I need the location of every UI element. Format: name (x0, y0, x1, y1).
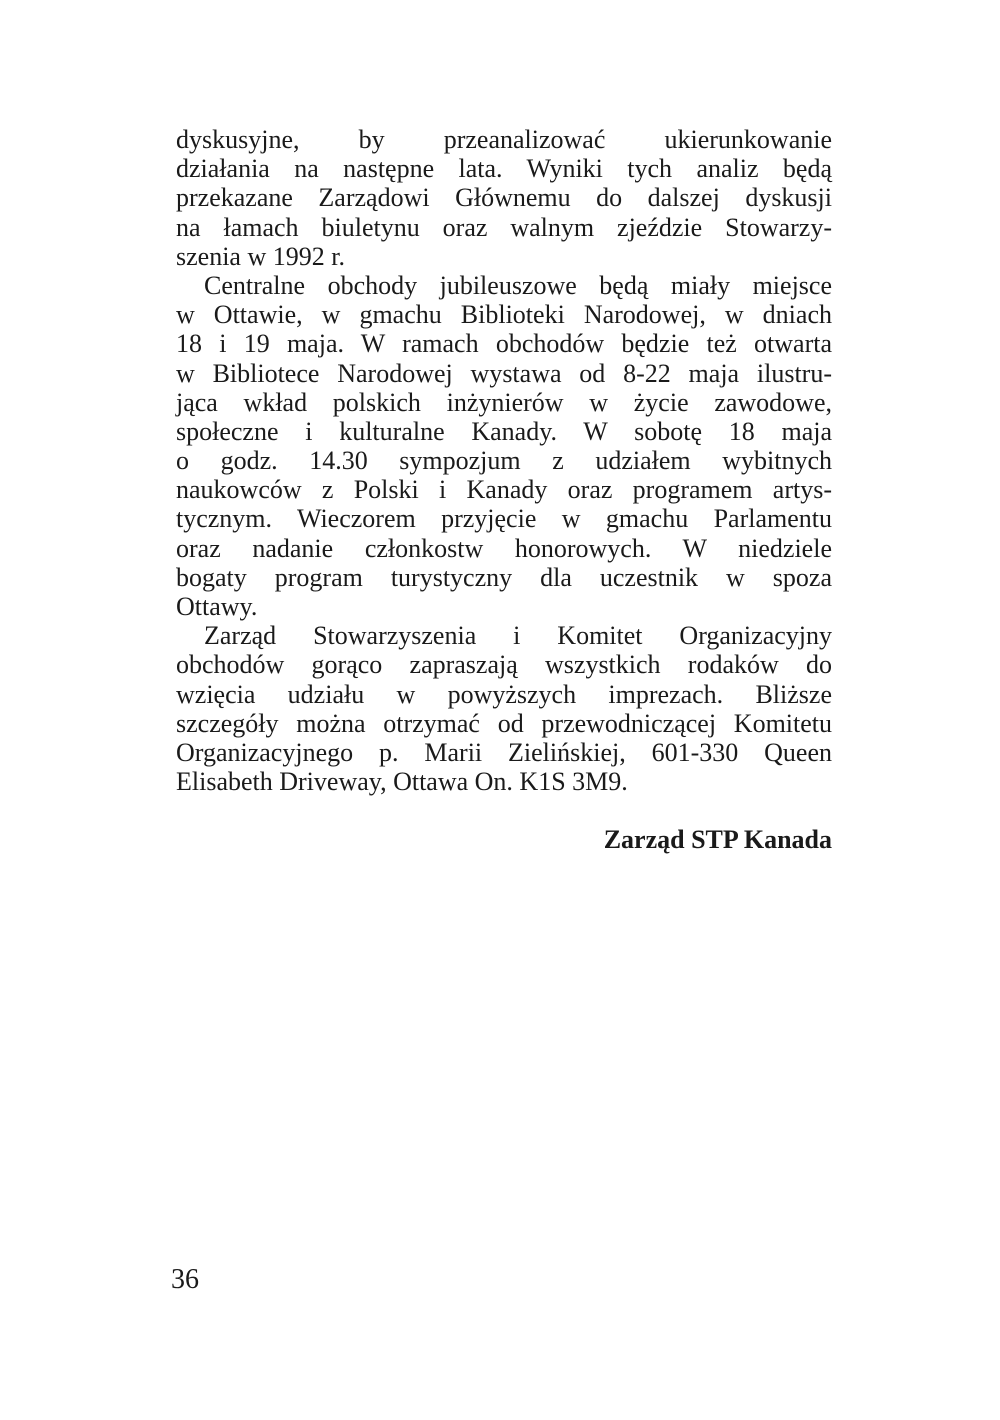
text-line: działania na następne lata. Wyniki tych analiz będą (176, 154, 832, 184)
text-line: o godz. 14.30 sympozjum z udziałem wybitnych (176, 446, 832, 476)
text-line: Zarząd Stowarzyszenia i Komitet Organizacyjny (204, 621, 832, 651)
text-line: szczegóły można otrzymać od przewodniczącej Komitetu (176, 708, 832, 738)
text-line: przekazane Zarządowi Głównemu do dalszej dyskusji (176, 183, 832, 213)
text-line: szenia w 1992 r. (176, 241, 345, 271)
text-line: naukowców z Polski i Kanady oraz programem artys- (176, 475, 832, 505)
text-line: 18 i 19 maja. W ramach obchodów będzie też otwarta (176, 329, 832, 359)
text-line: oraz nadanie członkostw honorowych. W niedziele (176, 533, 832, 563)
text-line: dyskusyjne, by przeanalizować ukierunkowanie (176, 125, 832, 154)
text-line: Centralne obchody jubileuszowe będą miały miejsce (204, 270, 832, 300)
text-line: w Ottawie, w gmachu Biblioteki Narodowej, w dniach (176, 300, 832, 330)
text-line: w Bibliotece Narodowej wystawa od 8-22 maja ilustru- (176, 358, 832, 388)
text-line: obchodów gorąco zapraszają wszystkich rodaków do (176, 650, 832, 680)
text-line: wzięcia udziału w powyższych imprezach. Bliższe (176, 679, 832, 709)
text-line: tycznym. Wieczorem przyjęcie w gmachu Parlamentu (176, 504, 832, 534)
text-line: Organizacyjnego p. Marii Zielińskiej, 601-330 Queen (176, 737, 832, 767)
text-line: Ottawy. (176, 592, 258, 621)
signature: Zarząd STP Kanada (603, 825, 832, 854)
body-text (176, 125, 832, 796)
text-line: społeczne i kulturalne Kanady. W sobotę 18 maja (176, 416, 832, 446)
page-number: 36 (171, 1264, 199, 1295)
text-line: na łamach biuletynu oraz walnym zjeździe Stowarzy- (176, 212, 832, 242)
text-line: bogaty program turystyczny dla uczestnik w spoza (176, 562, 832, 592)
text-line: Elisabeth Driveway, Ottawa On. K1S 3M9. (176, 767, 628, 797)
text-line: jąca wkład polskich inżynierów w życie zawodowe, (176, 387, 832, 417)
